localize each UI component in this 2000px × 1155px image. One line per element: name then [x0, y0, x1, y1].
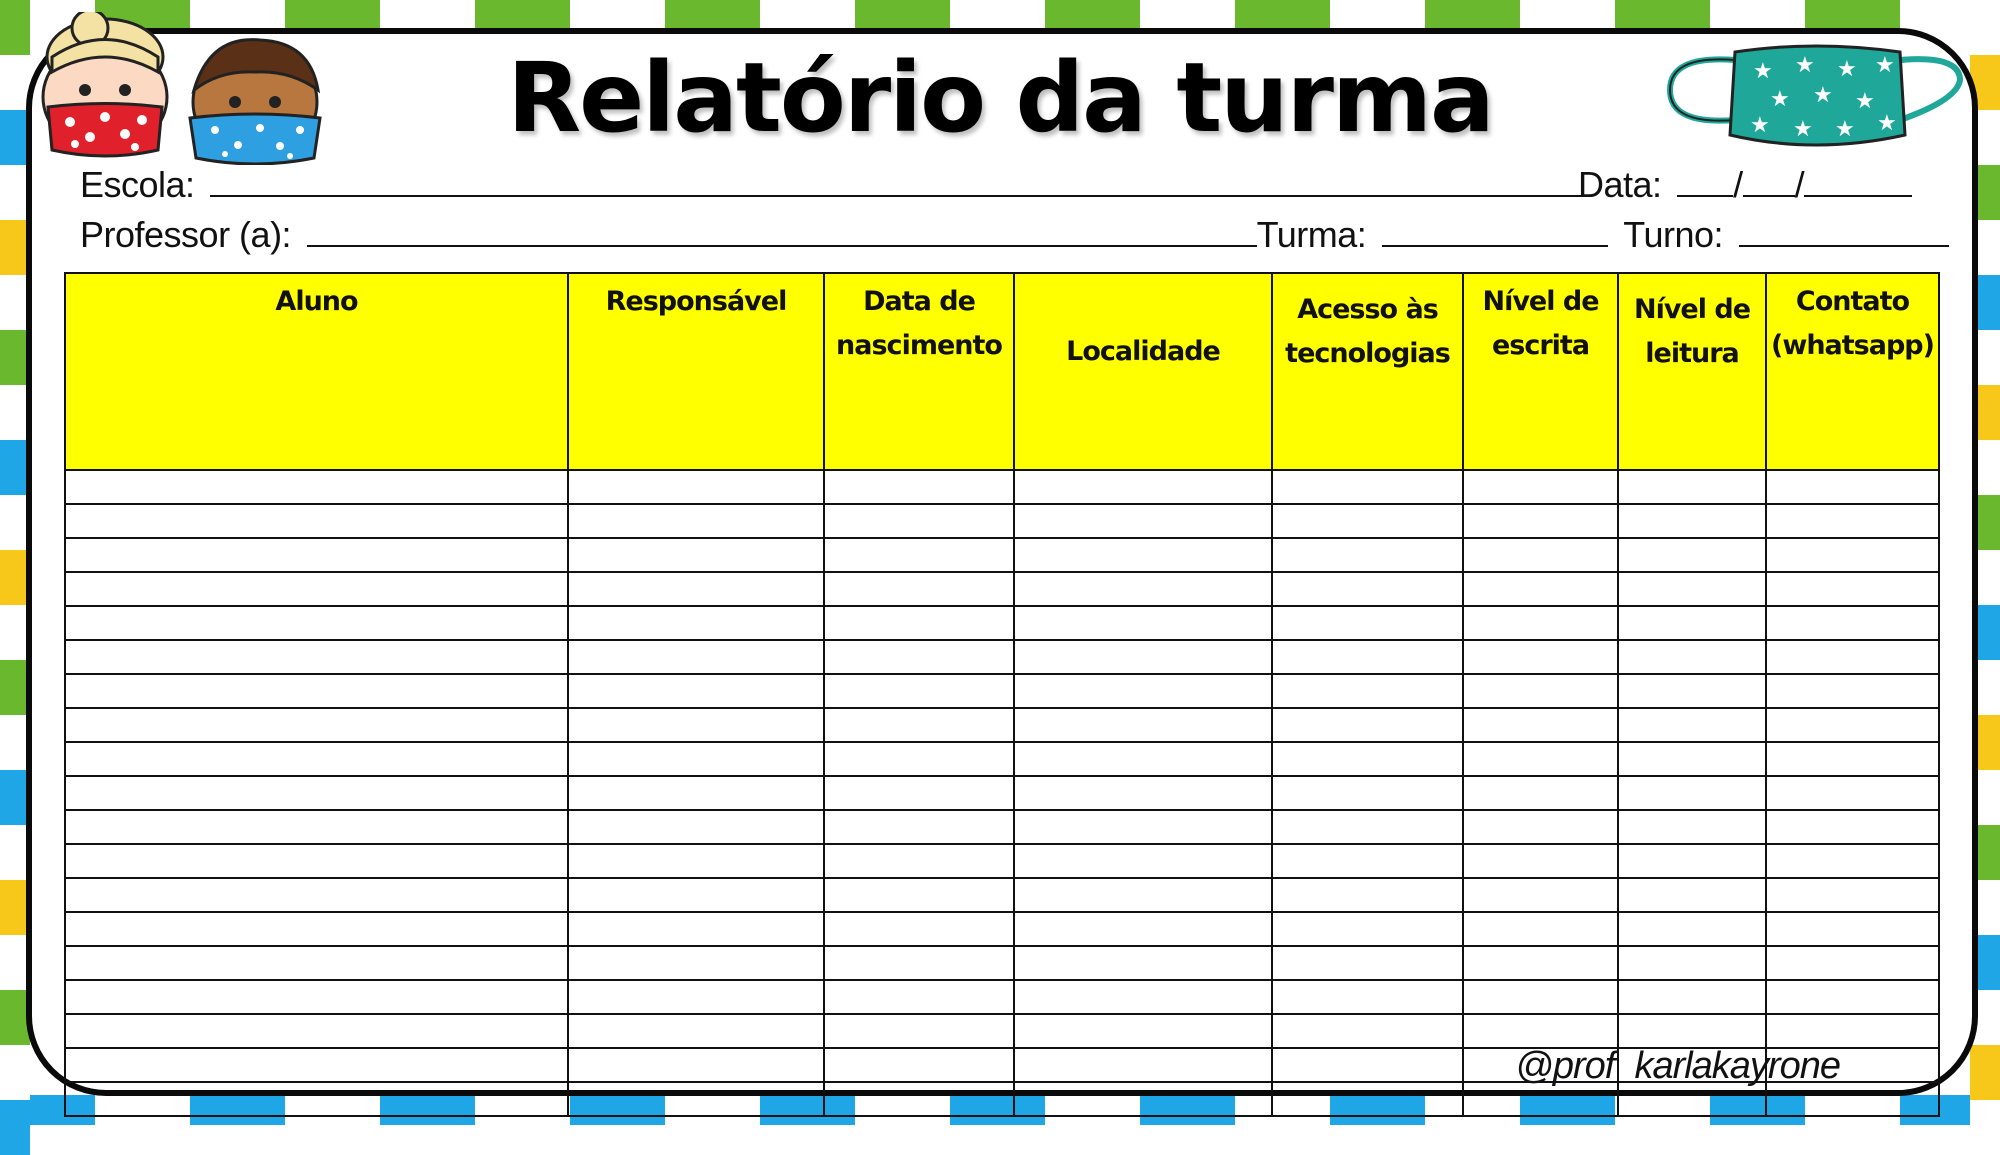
professor-field[interactable]	[307, 215, 1257, 247]
table-cell[interactable]	[65, 640, 568, 674]
table-cell[interactable]	[1618, 640, 1766, 674]
table-cell[interactable]	[1272, 504, 1463, 538]
table-row	[65, 1014, 1939, 1048]
border-square	[1970, 1100, 2000, 1155]
table-cell[interactable]	[1766, 470, 1939, 504]
table-cell[interactable]	[1014, 538, 1272, 572]
table-row	[65, 572, 1939, 606]
svg-text:★: ★	[1793, 117, 1813, 142]
table-cell[interactable]	[65, 1014, 568, 1048]
table-cell[interactable]	[1766, 912, 1939, 946]
table-cell[interactable]	[568, 640, 824, 674]
table-cell[interactable]	[568, 878, 824, 912]
table-cell[interactable]	[1014, 742, 1272, 776]
border-square	[285, 0, 380, 30]
header-nivel-escrita: Nível de escrita	[1463, 273, 1618, 470]
author-credit: @prof_karlakayrone	[1515, 1045, 1840, 1087]
table-cell[interactable]	[824, 912, 1014, 946]
svg-text:★: ★	[1835, 117, 1855, 142]
border-square	[1520, 0, 1615, 30]
table-cell[interactable]	[1766, 878, 1939, 912]
border-square	[380, 0, 475, 30]
svg-text:★: ★	[1753, 59, 1773, 84]
table-cell[interactable]	[1766, 504, 1939, 538]
border-square	[0, 1100, 30, 1155]
table-cell[interactable]	[65, 538, 568, 572]
table-cell[interactable]	[1014, 606, 1272, 640]
header-aluno: Aluno	[65, 273, 568, 470]
border-square	[855, 0, 950, 30]
table-cell[interactable]	[65, 674, 568, 708]
table-cell[interactable]	[1014, 946, 1272, 980]
svg-text:★: ★	[1877, 111, 1897, 136]
table-cell[interactable]	[1463, 674, 1618, 708]
table-cell[interactable]	[65, 1082, 568, 1116]
header-localidade: Localidade	[1014, 273, 1272, 470]
table-cell[interactable]	[65, 878, 568, 912]
table-cell[interactable]	[65, 708, 568, 742]
table-cell[interactable]	[824, 844, 1014, 878]
svg-text:★: ★	[1770, 87, 1790, 112]
svg-text:★: ★	[1813, 83, 1833, 108]
data-day-field[interactable]	[1677, 165, 1733, 197]
table-row	[65, 504, 1939, 538]
border-square	[1140, 0, 1235, 30]
table-cell[interactable]	[568, 1014, 824, 1048]
border-square	[950, 0, 1045, 30]
table-row	[65, 538, 1939, 572]
table-cell[interactable]	[1618, 946, 1766, 980]
turma-field[interactable]	[1382, 215, 1608, 247]
table-cell[interactable]	[824, 708, 1014, 742]
table-cell[interactable]	[568, 776, 824, 810]
table-cell[interactable]	[1014, 878, 1272, 912]
border-square	[1615, 0, 1710, 30]
table-cell[interactable]	[65, 946, 568, 980]
border-square	[1710, 0, 1805, 30]
table-cell[interactable]	[1766, 606, 1939, 640]
table-row	[65, 776, 1939, 810]
table-row	[65, 878, 1939, 912]
table-cell[interactable]	[65, 572, 568, 606]
professor-label: Professor (a):	[80, 214, 292, 255]
table-cell[interactable]	[1272, 946, 1463, 980]
table-cell[interactable]	[1618, 470, 1766, 504]
table-cell[interactable]	[1272, 470, 1463, 504]
table-cell[interactable]	[1463, 742, 1618, 776]
table-cell[interactable]	[1618, 538, 1766, 572]
table-cell[interactable]	[824, 572, 1014, 606]
header-responsavel: Responsável	[568, 273, 824, 470]
table-cell[interactable]	[1618, 912, 1766, 946]
table-cell[interactable]	[824, 674, 1014, 708]
table-cell[interactable]	[568, 538, 824, 572]
table-cell[interactable]	[824, 980, 1014, 1014]
table-row	[65, 912, 1939, 946]
table-cell[interactable]	[824, 946, 1014, 980]
border-square	[1425, 0, 1520, 30]
svg-text:★: ★	[1837, 57, 1857, 82]
table-cell[interactable]	[1272, 912, 1463, 946]
table-cell[interactable]	[824, 606, 1014, 640]
table-cell[interactable]	[568, 946, 824, 980]
border-square	[665, 0, 760, 30]
table-cell[interactable]	[1272, 572, 1463, 606]
table-cell[interactable]	[824, 504, 1014, 538]
table-cell[interactable]	[568, 980, 824, 1014]
table-cell[interactable]	[1463, 606, 1618, 640]
table-header-row	[65, 273, 1939, 470]
table-cell[interactable]	[568, 674, 824, 708]
table-cell[interactable]	[1014, 810, 1272, 844]
table-cell[interactable]	[824, 742, 1014, 776]
table-cell[interactable]	[1272, 538, 1463, 572]
table-cell[interactable]	[1766, 538, 1939, 572]
table-cell[interactable]	[1766, 742, 1939, 776]
table-cell[interactable]	[1272, 1082, 1463, 1116]
table-cell[interactable]	[568, 708, 824, 742]
table-cell[interactable]	[1618, 776, 1766, 810]
table-cell[interactable]	[1272, 606, 1463, 640]
table-row	[65, 640, 1939, 674]
svg-text:★: ★	[1855, 89, 1875, 114]
page-title: Relatório da turma	[507, 42, 1493, 154]
svg-text:★: ★	[1750, 113, 1770, 138]
table-cell[interactable]	[824, 640, 1014, 674]
table-cell[interactable]	[1766, 810, 1939, 844]
professor-row	[80, 214, 1949, 256]
border-square	[190, 0, 285, 30]
table-cell[interactable]	[1014, 1014, 1272, 1048]
border-square	[570, 0, 665, 30]
table-cell[interactable]	[1766, 844, 1939, 878]
table-cell[interactable]	[1463, 776, 1618, 810]
table-cell[interactable]	[1766, 674, 1939, 708]
table-cell[interactable]	[1463, 810, 1618, 844]
table-cell[interactable]	[65, 912, 568, 946]
table-cell[interactable]	[1463, 504, 1618, 538]
table-cell[interactable]	[1766, 776, 1939, 810]
table-cell[interactable]	[65, 776, 568, 810]
table-cell[interactable]	[1272, 1048, 1463, 1082]
table-cell[interactable]	[1618, 674, 1766, 708]
header-nivel-leitura: Nível de leitura	[1618, 273, 1766, 470]
table-cell[interactable]	[824, 810, 1014, 844]
table-cell[interactable]	[824, 878, 1014, 912]
table-cell[interactable]	[1014, 470, 1272, 504]
table-cell[interactable]	[824, 1048, 1014, 1082]
table-cell[interactable]	[1618, 878, 1766, 912]
table-cell[interactable]	[1014, 572, 1272, 606]
border-square	[0, 1045, 30, 1100]
table-cell[interactable]	[1463, 538, 1618, 572]
table-cell[interactable]	[568, 1082, 824, 1116]
table-cell[interactable]	[1463, 946, 1618, 980]
table-cell[interactable]	[824, 470, 1014, 504]
svg-text:★: ★	[1875, 53, 1895, 78]
table-cell[interactable]	[1618, 980, 1766, 1014]
table-row	[65, 708, 1939, 742]
table-row	[65, 946, 1939, 980]
table-cell[interactable]	[824, 1082, 1014, 1116]
escola-row	[80, 164, 1582, 206]
table-cell[interactable]	[65, 844, 568, 878]
table-cell[interactable]	[568, 810, 824, 844]
table-cell[interactable]	[568, 606, 824, 640]
border-square	[1805, 0, 1900, 30]
turno-label: Turno:	[1623, 214, 1724, 255]
table-row	[65, 674, 1939, 708]
table-cell[interactable]	[1463, 980, 1618, 1014]
border-square	[1970, 1045, 2000, 1100]
header-data-nascimento: Data de nascimento	[824, 273, 1014, 470]
table-cell[interactable]	[1014, 1048, 1272, 1082]
table-cell[interactable]	[824, 538, 1014, 572]
table-row	[65, 810, 1939, 844]
table-cell[interactable]	[824, 1014, 1014, 1048]
turma-label: Turma:	[1256, 214, 1367, 255]
table-cell[interactable]	[1463, 572, 1618, 606]
table-cell[interactable]	[568, 504, 824, 538]
border-square	[1045, 0, 1140, 30]
table-cell[interactable]	[1766, 708, 1939, 742]
table-cell[interactable]	[1618, 606, 1766, 640]
header-contato: Contato (whatsapp)	[1766, 273, 1939, 470]
table-cell[interactable]	[65, 504, 568, 538]
table-cell[interactable]	[568, 742, 824, 776]
data-separator: /	[1733, 164, 1743, 205]
border-square	[475, 0, 570, 30]
table-cell[interactable]	[568, 844, 824, 878]
table-cell[interactable]	[65, 810, 568, 844]
table-cell[interactable]	[1014, 980, 1272, 1014]
border-top	[0, 0, 2000, 30]
table-cell[interactable]	[1272, 1014, 1463, 1048]
table-cell[interactable]	[65, 470, 568, 504]
table-cell[interactable]	[1014, 708, 1272, 742]
table-cell[interactable]	[824, 776, 1014, 810]
table-row	[65, 606, 1939, 640]
header-acesso-tecnologias: Acesso às tecnologias	[1272, 273, 1463, 470]
border-square	[1235, 0, 1330, 30]
table-cell[interactable]	[65, 742, 568, 776]
table-cell[interactable]	[568, 470, 824, 504]
table-cell[interactable]	[1014, 640, 1272, 674]
data-month-field[interactable]	[1743, 165, 1795, 197]
table-cell[interactable]	[1272, 708, 1463, 742]
table-cell[interactable]	[1463, 470, 1618, 504]
table-cell[interactable]	[1463, 912, 1618, 946]
table-row	[65, 470, 1939, 504]
border-square	[760, 0, 855, 30]
table-cell[interactable]	[1618, 708, 1766, 742]
table-cell[interactable]	[1463, 878, 1618, 912]
data-separator: /	[1794, 164, 1805, 205]
table-cell[interactable]	[65, 606, 568, 640]
data-label: Data:	[1578, 164, 1662, 205]
table-cell[interactable]	[1014, 674, 1272, 708]
table-cell[interactable]	[1272, 776, 1463, 810]
table-cell[interactable]	[1014, 776, 1272, 810]
table-row	[65, 844, 1939, 878]
table-cell[interactable]	[1014, 504, 1272, 538]
student-report-table	[64, 272, 1940, 1117]
table-cell[interactable]	[1272, 878, 1463, 912]
table-cell[interactable]	[1272, 742, 1463, 776]
data-year-field[interactable]	[1804, 165, 1912, 197]
table-row	[65, 980, 1939, 1014]
turno-field[interactable]	[1739, 215, 1949, 247]
table-cell[interactable]	[1766, 572, 1939, 606]
svg-text:★: ★	[1795, 53, 1815, 78]
table-cell[interactable]	[568, 572, 824, 606]
table-row	[65, 742, 1939, 776]
table-cell[interactable]	[65, 1048, 568, 1082]
table-body	[65, 470, 1939, 1116]
table-cell[interactable]	[1618, 742, 1766, 776]
table-cell[interactable]	[1463, 708, 1618, 742]
table-cell[interactable]	[1272, 674, 1463, 708]
table-cell[interactable]	[1766, 1014, 1939, 1048]
table-cell[interactable]	[1463, 1014, 1618, 1048]
table-cell[interactable]	[1766, 640, 1939, 674]
table-cell[interactable]	[1014, 844, 1272, 878]
table-cell[interactable]	[1766, 946, 1939, 980]
table-cell[interactable]	[1463, 844, 1618, 878]
table-cell[interactable]	[1272, 980, 1463, 1014]
border-square	[1330, 0, 1425, 30]
table-cell[interactable]	[1766, 980, 1939, 1014]
escola-field[interactable]	[210, 165, 1582, 197]
table-cell[interactable]	[1618, 572, 1766, 606]
table-cell[interactable]	[1272, 810, 1463, 844]
table-cell[interactable]	[1272, 844, 1463, 878]
data-row	[1578, 164, 1912, 206]
table-cell[interactable]	[1618, 810, 1766, 844]
table-cell[interactable]	[1014, 1082, 1272, 1116]
table-cell[interactable]	[1618, 1014, 1766, 1048]
table-cell[interactable]	[1272, 640, 1463, 674]
table-cell[interactable]	[1618, 844, 1766, 878]
table-cell[interactable]	[568, 912, 824, 946]
table-cell[interactable]	[1618, 504, 1766, 538]
table-cell[interactable]	[1014, 912, 1272, 946]
table-cell[interactable]	[1463, 640, 1618, 674]
escola-label: Escola:	[80, 164, 195, 205]
table-cell[interactable]	[65, 980, 568, 1014]
table-cell[interactable]	[568, 1048, 824, 1082]
